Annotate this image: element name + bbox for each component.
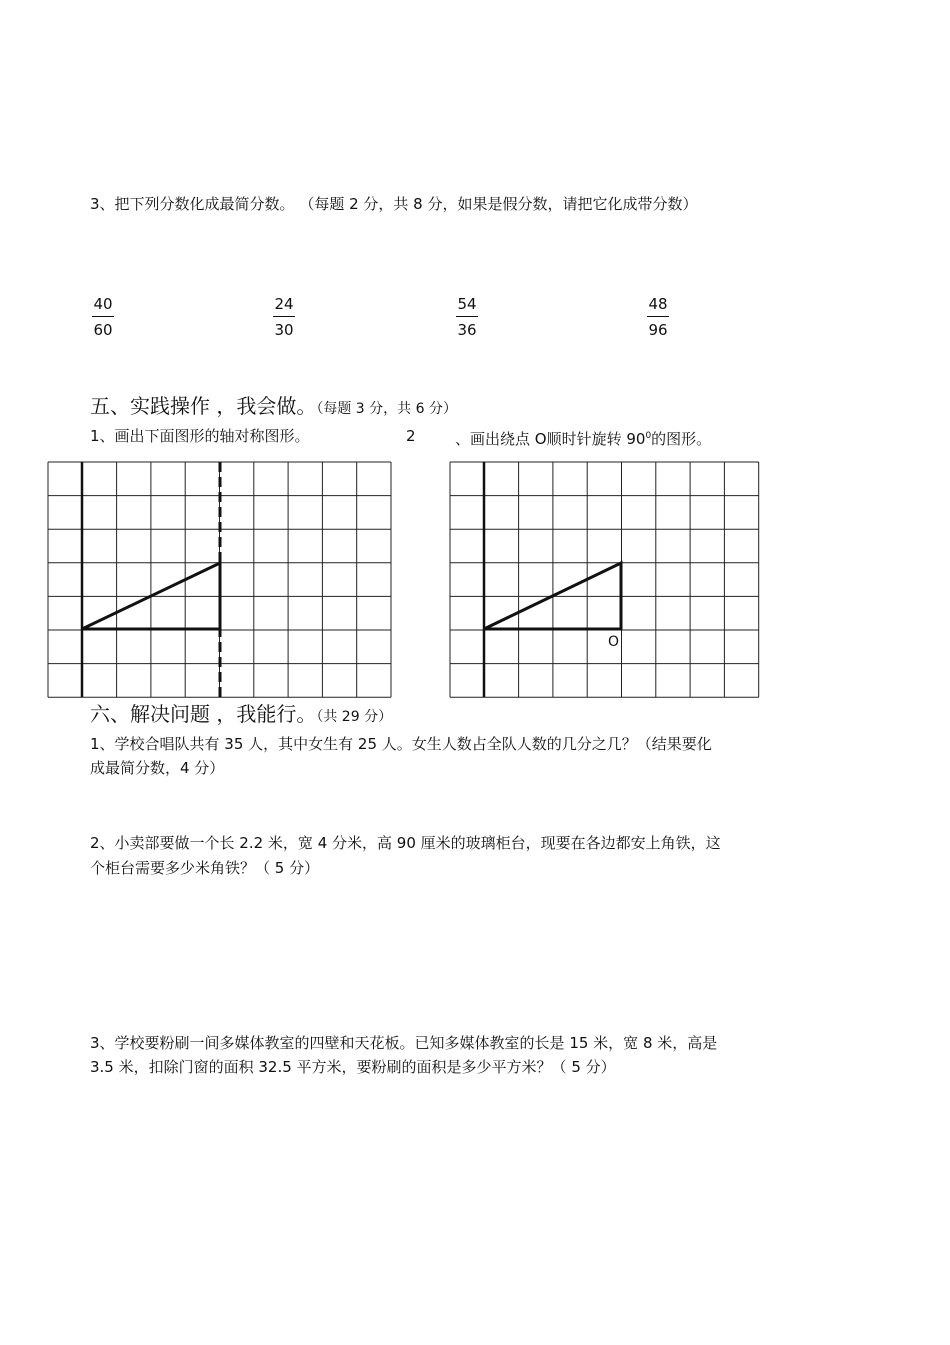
fraction-numerator: 24	[274, 295, 294, 313]
section5-q2-number: 2	[406, 427, 416, 445]
section5-score: （每题 3 分，共 6 分）	[316, 401, 457, 417]
section6-q3-line1: 3、学校要粉刷一间多媒体教室的四壁和天花板。已知多媒体教室的长是 15 米，宽 8 米，高是	[90, 1034, 718, 1052]
section6-q2-line2: 个柜台需要多少米角铁？（ 5 分）	[90, 859, 320, 877]
fraction-denominator: 36	[457, 321, 477, 339]
rotation-point-label: O	[608, 634, 620, 650]
section6-q1-line2: 成最简分数，4 分）	[90, 759, 225, 777]
section5-q1: 1、画出下面图形的轴对称图形。	[90, 427, 310, 445]
fraction-numerator: 54	[457, 295, 477, 313]
section6-score: （共 29 分）	[316, 709, 393, 725]
fraction-numerator: 48	[648, 295, 668, 313]
fraction-denominator: 60	[93, 321, 113, 339]
fraction-denominator: 96	[648, 321, 668, 339]
section6-heading	[90, 704, 392, 727]
fraction-numerator: 40	[93, 295, 113, 313]
section6-title: 六、解决问题 ，我能行。	[90, 702, 317, 726]
degree-mark: 0	[645, 431, 652, 441]
section5-q2-text-b: 的图形。	[651, 430, 712, 448]
grid-right	[450, 462, 759, 697]
section5-title: 五、实践操作 ，我会做。	[90, 394, 317, 418]
section5-q2-text-a: 、画出绕点 O顺时针旋转 90	[455, 430, 646, 448]
section6-q3-line2: 3.5 米，扣除门窗的面积 32.5 平方米，要粉刷的面积是多少平方米？（ 5 分）	[90, 1058, 616, 1076]
section6-q1-line1: 1、学校合唱队共有 35 人，其中女生有 25 人。女生人数占全队人数的几分之几？（结果要化	[90, 735, 712, 753]
fraction-question-text: 3、把下列分数化成最简分数。 （每题 2 分，共 8 分，如果是假分数，请把它化成带分数）	[90, 195, 698, 213]
section6-q2-line1: 2、小卖部要做一个长 2.2 米，宽 4 分米，高 90 厘米的玻璃柜台，现要在各边都安上角铁，这	[90, 834, 721, 852]
fraction-denominator: 30	[274, 321, 294, 339]
